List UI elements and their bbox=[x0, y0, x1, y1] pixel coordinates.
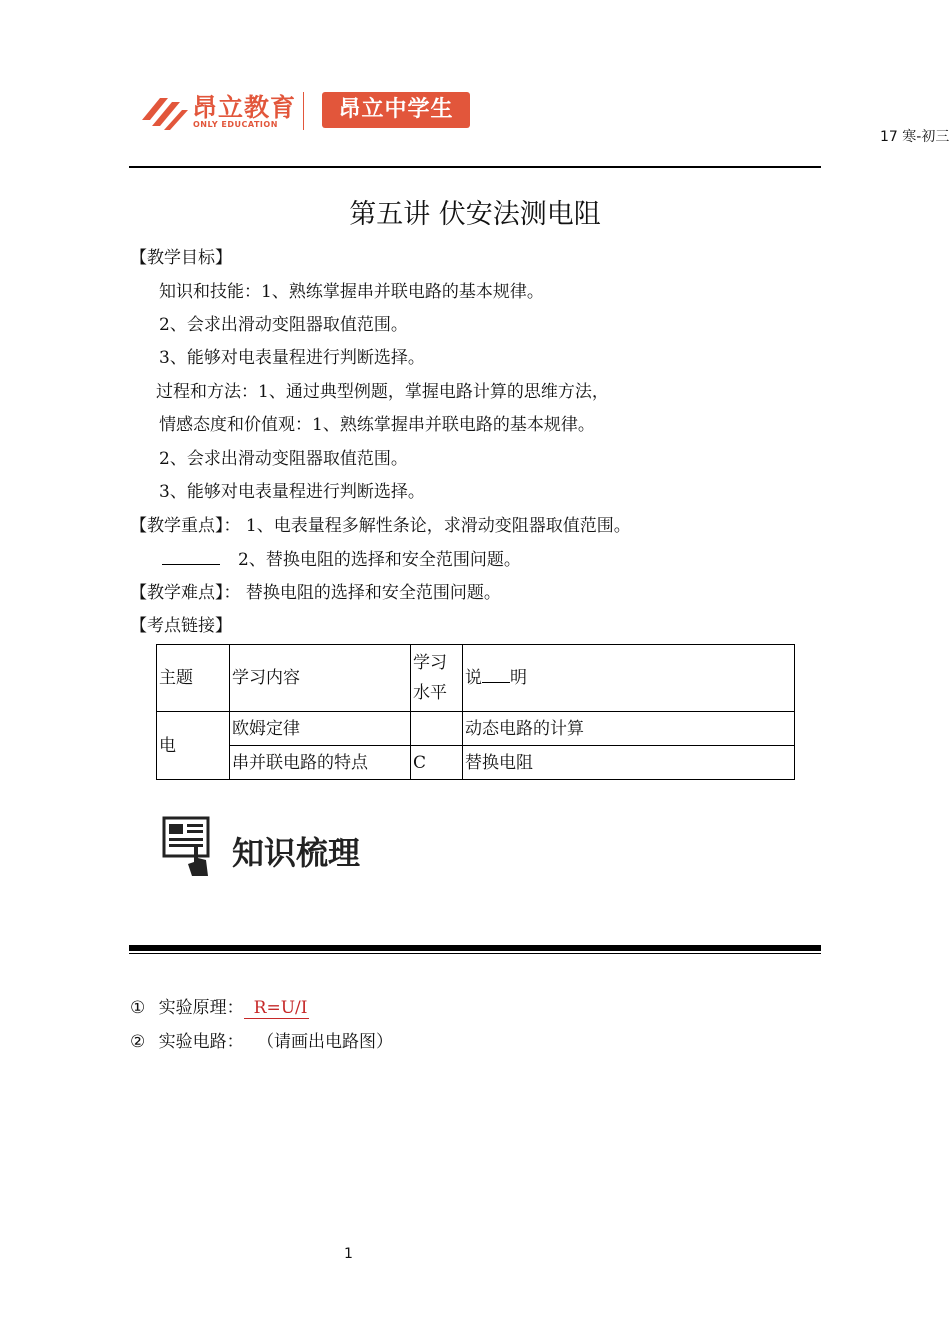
header-level-line2: 水平 bbox=[413, 683, 447, 703]
brand-name-en: ONLY EDUCATION bbox=[193, 120, 278, 129]
difficulties bbox=[130, 582, 501, 604]
circuit-instruction: （请画出电路图） bbox=[257, 1032, 394, 1052]
objectives-heading: 【教学目标】 bbox=[130, 248, 232, 268]
header-note-a: 说 bbox=[465, 668, 482, 688]
header-note-b: 明 bbox=[510, 668, 527, 688]
table-row bbox=[157, 746, 795, 780]
header-note bbox=[463, 645, 795, 712]
content-cell: 欧姆定律 bbox=[230, 712, 411, 746]
table-row bbox=[157, 712, 795, 746]
exam-link-heading: 【考点链接】 bbox=[130, 616, 232, 636]
item-number: ① bbox=[130, 998, 146, 1018]
section-title: 知识梳理 bbox=[232, 834, 361, 872]
objective-line: 2、会求出滑动变阻器取值范围。 bbox=[159, 449, 408, 469]
blank-line bbox=[162, 548, 220, 565]
key-point-text: 2、替换电阻的选择和安全范围问题。 bbox=[238, 550, 521, 570]
experiment-principle bbox=[130, 997, 309, 1019]
experiment-circuit bbox=[130, 1031, 393, 1053]
content-cell: 串并联电路的特点 bbox=[230, 746, 411, 780]
book-hand-icon bbox=[162, 816, 212, 878]
blank-line bbox=[482, 668, 510, 683]
brand-badge: 昂立中学生 bbox=[322, 92, 470, 128]
course-tag: 17 寒-初三 bbox=[880, 129, 950, 145]
circuit-label: 实验电路： bbox=[158, 1032, 244, 1052]
item-number: ② bbox=[130, 1032, 146, 1052]
objective-line: 过程和方法：1、通过典型例题，掌握电路计算的思维方法， bbox=[156, 382, 609, 402]
note-cell: 动态电路的计算 bbox=[463, 712, 795, 746]
difficulty-text: 替换电阻的选择和安全范围问题。 bbox=[245, 583, 501, 603]
objective-line: 3、能够对电表量程进行判断选择。 bbox=[159, 348, 425, 368]
key-points bbox=[130, 515, 631, 537]
logo-divider bbox=[303, 92, 304, 130]
brand-name: 昂立教育 bbox=[192, 93, 297, 122]
lecture-title: 第五讲 伏安法测电阻 bbox=[349, 199, 601, 230]
objective-line: 2、会求出滑动变阻器取值范围。 bbox=[159, 315, 408, 335]
brand-logo-icon bbox=[138, 90, 188, 132]
level-cell bbox=[411, 712, 463, 746]
objective-line: 情感态度和价值观：1、熟练掌握串并联电路的基本规律。 bbox=[159, 415, 595, 435]
key-points-heading: 【教学重点】： bbox=[130, 516, 241, 536]
header-level-line1: 学习 bbox=[413, 653, 447, 673]
header-topic: 主题 bbox=[157, 645, 230, 712]
objective-line: 3、能够对电表量程进行判断选择。 bbox=[159, 482, 425, 502]
topic-cell: 电 bbox=[157, 712, 230, 780]
page-number: 1 bbox=[344, 1246, 353, 1262]
section-rule-thick bbox=[129, 945, 821, 951]
key-point-line-2 bbox=[162, 548, 521, 571]
header-content: 学习内容 bbox=[230, 645, 411, 712]
key-point-line: 1、电表量程多解性条论，求滑动变阻器取值范围。 bbox=[245, 516, 631, 536]
difficulties-heading: 【教学难点】： bbox=[130, 583, 241, 603]
level-cell: C bbox=[411, 746, 463, 780]
exam-link-table bbox=[156, 644, 795, 780]
principle-label: 实验原理： bbox=[158, 998, 244, 1018]
table-header-row bbox=[157, 645, 795, 712]
section-rule-thin bbox=[129, 953, 821, 954]
header-rule bbox=[129, 166, 821, 168]
note-cell: 替换电阻 bbox=[463, 746, 795, 780]
principle-answer: R=U/I bbox=[244, 998, 310, 1019]
objective-line: 知识和技能：1、熟练掌握串并联电路的基本规律。 bbox=[159, 282, 544, 302]
header-level bbox=[411, 645, 463, 712]
